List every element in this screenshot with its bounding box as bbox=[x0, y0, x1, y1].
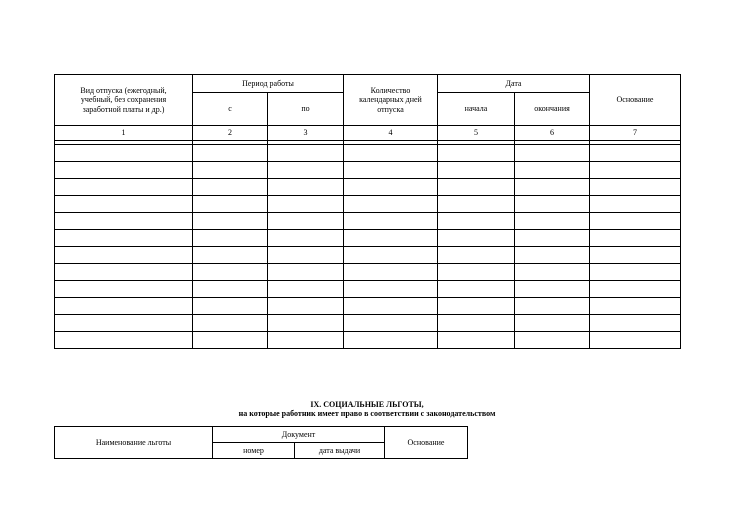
table-cell bbox=[590, 264, 681, 281]
header-from: с bbox=[193, 93, 268, 126]
table-cell bbox=[438, 179, 515, 196]
table-cell bbox=[438, 332, 515, 349]
table-cell bbox=[268, 315, 344, 332]
table-cell bbox=[344, 247, 438, 264]
table-cell bbox=[515, 298, 590, 315]
table-cell bbox=[590, 281, 681, 298]
table-row bbox=[55, 213, 681, 230]
table-cell bbox=[55, 281, 193, 298]
table-cell bbox=[438, 315, 515, 332]
table-cell bbox=[515, 213, 590, 230]
section-title: IX. СОЦИАЛЬНЫЕ ЛЬГОТЫ, bbox=[310, 400, 424, 409]
table-cell bbox=[515, 162, 590, 179]
column-number: 6 bbox=[515, 126, 590, 141]
table-cell bbox=[193, 230, 268, 247]
column-number: 5 bbox=[438, 126, 515, 141]
table-cell bbox=[344, 162, 438, 179]
table-cell bbox=[438, 281, 515, 298]
header-calendar-days: Количество календарных дней отпуска bbox=[344, 75, 438, 126]
table-cell bbox=[515, 196, 590, 213]
table-cell bbox=[590, 179, 681, 196]
table-cell bbox=[438, 145, 515, 162]
table-cell bbox=[268, 230, 344, 247]
table-cell bbox=[55, 332, 193, 349]
table-row bbox=[55, 315, 681, 332]
table-cell bbox=[438, 213, 515, 230]
table-cell bbox=[193, 213, 268, 230]
table-cell bbox=[515, 315, 590, 332]
benefits-table bbox=[54, 426, 468, 459]
header-date: Дата bbox=[438, 75, 590, 93]
table-cell bbox=[193, 179, 268, 196]
header-issue-date: дата выдачи bbox=[295, 443, 385, 459]
header-work-period: Период работы bbox=[193, 75, 344, 93]
table-cell bbox=[515, 332, 590, 349]
table-cell bbox=[344, 281, 438, 298]
header-document: Документ bbox=[213, 427, 385, 443]
table-cell bbox=[590, 230, 681, 247]
table-cell bbox=[268, 145, 344, 162]
benefits-header-row-1 bbox=[55, 427, 468, 443]
table-cell bbox=[55, 213, 193, 230]
table-cell bbox=[438, 230, 515, 247]
table-row bbox=[55, 162, 681, 179]
table-cell bbox=[515, 281, 590, 298]
table-cell bbox=[344, 179, 438, 196]
header-end: окончания bbox=[515, 93, 590, 126]
table-cell bbox=[344, 264, 438, 281]
table-row bbox=[55, 179, 681, 196]
table-cell bbox=[193, 315, 268, 332]
table-cell bbox=[55, 315, 193, 332]
table-cell bbox=[438, 247, 515, 264]
table-cell bbox=[55, 179, 193, 196]
table-cell bbox=[55, 230, 193, 247]
table-cell bbox=[268, 281, 344, 298]
table-cell bbox=[590, 162, 681, 179]
header-document-number: номер bbox=[213, 443, 295, 459]
header-start: начала bbox=[438, 93, 515, 126]
table-cell bbox=[344, 315, 438, 332]
table-cell bbox=[438, 162, 515, 179]
section-heading bbox=[54, 400, 680, 418]
table-cell bbox=[268, 196, 344, 213]
table-cell bbox=[515, 145, 590, 162]
table-row bbox=[55, 298, 681, 315]
table-cell bbox=[55, 196, 193, 213]
table-cell bbox=[344, 332, 438, 349]
table-cell bbox=[193, 332, 268, 349]
table-cell bbox=[344, 230, 438, 247]
column-number: 3 bbox=[268, 126, 344, 141]
table-row bbox=[55, 196, 681, 213]
table-cell bbox=[515, 247, 590, 264]
table-cell bbox=[193, 298, 268, 315]
table-cell bbox=[55, 145, 193, 162]
table-cell bbox=[55, 298, 193, 315]
header-to: по bbox=[268, 93, 344, 126]
table-cell bbox=[268, 264, 344, 281]
table-cell bbox=[344, 196, 438, 213]
table-cell bbox=[268, 179, 344, 196]
column-numbers-row bbox=[55, 126, 681, 141]
table-cell bbox=[55, 264, 193, 281]
table-cell bbox=[344, 213, 438, 230]
table-cell bbox=[193, 281, 268, 298]
table-row bbox=[55, 230, 681, 247]
table-cell bbox=[193, 162, 268, 179]
table-row bbox=[55, 281, 681, 298]
header-benefit-basis: Основание bbox=[385, 427, 468, 459]
table-cell bbox=[193, 264, 268, 281]
table-cell bbox=[55, 162, 193, 179]
table-cell bbox=[515, 179, 590, 196]
table-cell bbox=[438, 298, 515, 315]
header-vacation-type: Вид отпуска (ежегодный, учебный, без сохранения заработной платы и др.) bbox=[55, 75, 193, 126]
table-cell bbox=[193, 196, 268, 213]
table-cell bbox=[590, 145, 681, 162]
header-benefit-name: Наименование льготы bbox=[55, 427, 213, 459]
header-basis: Основание bbox=[590, 75, 681, 126]
table-cell bbox=[193, 145, 268, 162]
table-row bbox=[55, 145, 681, 162]
table-cell bbox=[438, 196, 515, 213]
table-cell bbox=[515, 230, 590, 247]
table-cell bbox=[344, 298, 438, 315]
vacation-rows bbox=[55, 145, 681, 349]
table-cell bbox=[344, 145, 438, 162]
column-number: 4 bbox=[344, 126, 438, 141]
table-row bbox=[55, 332, 681, 349]
table-cell bbox=[590, 315, 681, 332]
column-number: 2 bbox=[193, 126, 268, 141]
table-cell bbox=[515, 264, 590, 281]
table-cell bbox=[268, 247, 344, 264]
table-row bbox=[55, 247, 681, 264]
table-cell bbox=[193, 247, 268, 264]
table-cell bbox=[55, 247, 193, 264]
table-row bbox=[55, 264, 681, 281]
table-cell bbox=[590, 332, 681, 349]
table-cell bbox=[268, 162, 344, 179]
table-cell bbox=[590, 247, 681, 264]
table-cell bbox=[590, 298, 681, 315]
table-cell bbox=[268, 213, 344, 230]
vacation-table bbox=[54, 74, 681, 349]
table-cell bbox=[268, 298, 344, 315]
section-subtitle: на которые работник имеет право в соответствии с законодательством bbox=[238, 409, 496, 419]
column-number: 1 bbox=[55, 126, 193, 141]
header-row-1 bbox=[55, 75, 681, 93]
column-number: 7 bbox=[590, 126, 681, 141]
table-cell bbox=[590, 213, 681, 230]
table-cell bbox=[268, 332, 344, 349]
table-cell bbox=[590, 196, 681, 213]
table-cell bbox=[438, 264, 515, 281]
